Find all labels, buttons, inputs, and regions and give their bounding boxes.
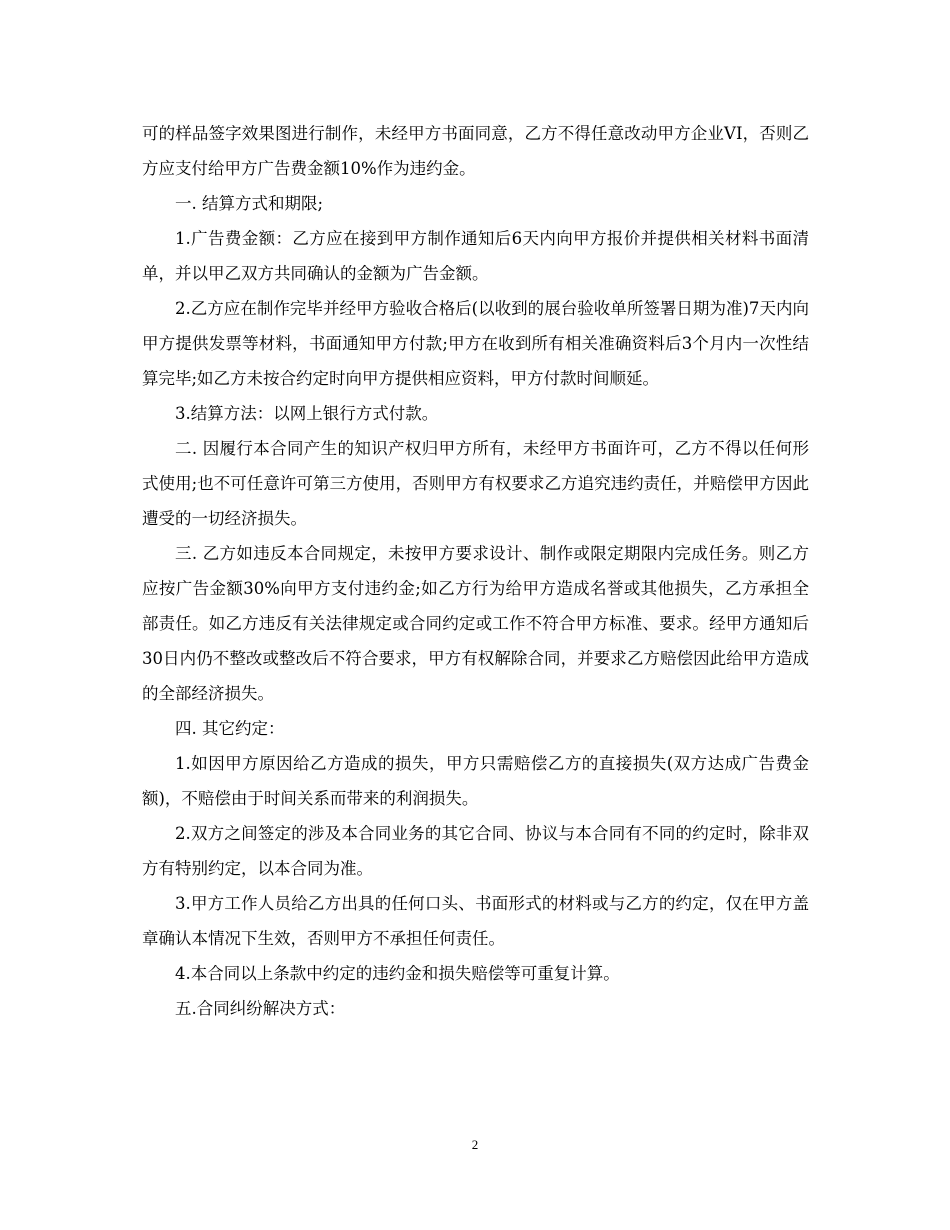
section-intellectual-property: 二. 因履行本合同产生的知识产权归甲方所有，未经甲方书面许可，乙方不得以任何形式使用;也不可任意许可第三方使用，否则甲方有权要求乙方追究违约责任，并赔偿甲方因此遭受的一切经济损失。 [142, 439, 809, 528]
clause-contract-precedence: 2.双方之间签定的涉及本合同业务的其它合同、协议与本合同有不同的约定时，除非双方有特别约定，以本合同为准。 [142, 824, 809, 878]
clause-ad-fee-amount: 1.广告费金额：乙方应在接到甲方制作通知后6天内向甲方报价并提供相关材料书面清单，并以甲乙双方共同确认的金额为广告金额。 [142, 229, 809, 283]
clause-settlement-method: 3.结算方法：以网上银行方式付款。 [175, 404, 439, 423]
clause-invoice-payment: 2.乙方应在制作完毕并经甲方验收合格后(以收到的展台验收单所签署日期为准)7天内向甲方提供发票等材料，书面通知甲方付款;甲方在收到所有相关准确资料后3个月内一次性结算完毕;如乙方未按合约定时向甲方提供相应资料，甲方付款时间顺延。 [142, 299, 809, 388]
clause-direct-loss: 1.如因甲方原因给乙方造成的损失，甲方只需赔偿乙方的直接损失(双方达成广告费金额)，不赔偿由于时间关系而带来的利润损失。 [142, 754, 809, 808]
section-heading-dispute-resolution: 五.合同纠纷解决方式： [175, 999, 346, 1018]
page-number: 2 [471, 1137, 479, 1152]
clause-cumulative-damages: 4.本合同以上条款中约定的违约金和损失赔偿等可重复计算。 [175, 964, 620, 983]
paragraph-continuation: 可的样品签字效果图进行制作，未经甲方书面同意，乙方不得任意改动甲方企业VI，否则乙方应支付给甲方广告费金额10%作为违约金。 [142, 124, 809, 178]
section-breach-liability: 三. 乙方如违反本合同规定，未按甲方要求设计、制作或限定期限内完成任务。则乙方应按广告金额30%向甲方支付违约金;如乙方行为给甲方造成名誉或其他损失，乙方承担全部责任。如乙方违反有关法律规定或合同约定或工作不符合甲方标准、要求。经甲方通知后30日内仍不整改或整改后不符合要求，甲方有权解除合同，并要求乙方赔偿因此给甲方造成的全部经济损失。 [142, 544, 809, 703]
document-body [142, 116, 809, 1026]
clause-staff-materials: 3.甲方工作人员给乙方出具的任何口头、书面形式的材料或与乙方的约定，仅在甲方盖章确认本情况下生效，否则甲方不承担任何责任。 [142, 894, 809, 948]
section-heading-settlement: 一. 结算方式和期限; [175, 194, 324, 213]
section-heading-other-terms: 四. 其它约定： [175, 719, 285, 738]
